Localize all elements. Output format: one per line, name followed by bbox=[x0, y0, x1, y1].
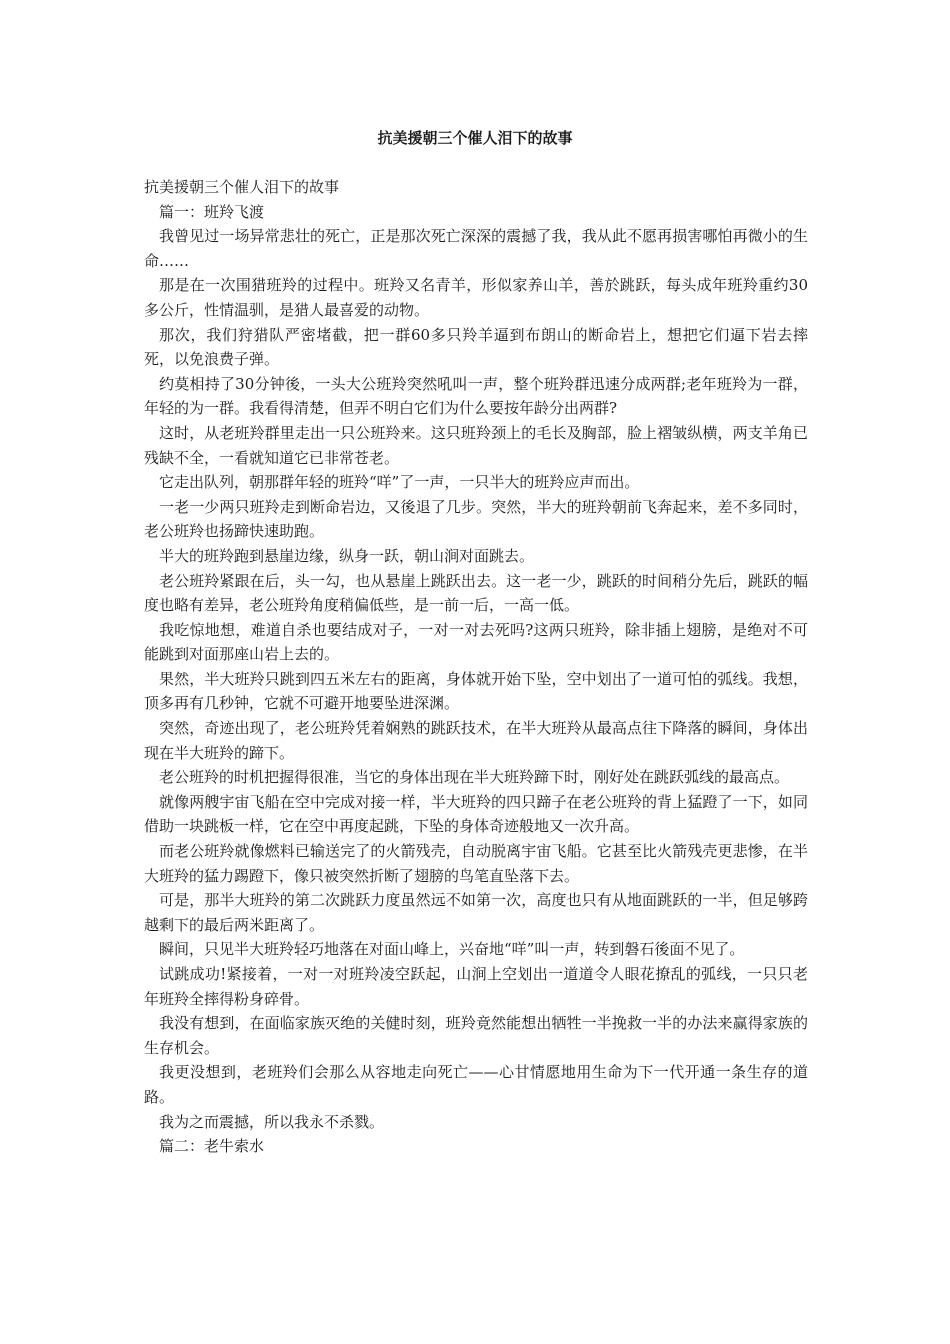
paragraph: 那是在一次围猎班羚的过程中。班羚又名青羊，形似家养山羊，善於跳跃，每头成年班羚重约30多公斤，性情温驯，是猎人最喜爱的动物。 bbox=[144, 276, 808, 319]
paragraph: 那次，我们狩猎队严密堵截，把一群60多只羚羊逼到布朗山的断命岩上，想把它们逼下岩去摔死，以免浪费子弹。 bbox=[144, 325, 808, 369]
paragraph: 我为之而震撼，所以我永不杀戮。 bbox=[159, 1112, 385, 1131]
paragraph: 瞬间，只见半大班羚轻巧地落在对面山峰上，兴奋地“咩”叫一声，转到磐石後面不见了。 bbox=[159, 940, 745, 959]
paragraph: 突然，奇迹出现了，老公班羚凭着娴熟的跳跃技术，在半大班羚从最高点往下降落的瞬间，身体出现在半大班羚的蹄下。 bbox=[144, 719, 808, 762]
paragraph: 可是，那半大班羚的第二次跳跃力度虽然远不如第一次，高度也只有从地面跳跃的一半，但足够跨越剩下的最后两米距离了。 bbox=[144, 891, 808, 934]
paragraph: 试跳成功!紧接着，一对一对班羚凌空跃起，山涧上空划出一道道令人眼花撩乱的弧线，一只只老年班羚全摔得粉身碎骨。 bbox=[144, 965, 808, 1008]
document-body bbox=[144, 175, 808, 1159]
paragraph: 老公班羚紧跟在后，头一勾，也从悬崖上跳跃出去。这一老一少，跳跃的时间稍分先后，跳跃的幅度也略有差异，老公班羚角度稍偏低些，是一前一后，一高一低。 bbox=[144, 571, 808, 615]
paragraph: 半大的班羚跑到悬崖边缘，纵身一跃，朝山涧对面跳去。 bbox=[159, 546, 535, 565]
paragraph: 而老公班羚就像燃料已输送完了的火箭残壳，自动脱离宇宙飞船。它甚至比火箭残壳更悲惨，在半大班羚的猛力踢蹬下，像只被突然折断了翅膀的鸟笔直坠落下去。 bbox=[144, 842, 808, 885]
paragraph: 我没有想到，在面临家族灭绝的关健时刻，班羚竟然能想出牺牲一半挽救一半的办法来赢得家族的生存机会。 bbox=[144, 1014, 808, 1057]
paragraph: 果然，半大班羚只跳到四五米左右的距离，身体就开始下坠，空中划出了一道可怕的弧线。我想，顶多再有几秒钟，它就不可避开地要坠进深渊。 bbox=[144, 669, 808, 713]
document-subtitle: 抗美援朝三个催人泪下的故事 bbox=[144, 178, 340, 196]
paragraph: 就像两艘宇宙飞船在空中完成对接一样，半大班羚的四只蹄子在老公班羚的背上猛蹬了一下，如同借助一块跳板一样，它在空中再度起跳，下坠的身体奇迹般地又一次升高。 bbox=[144, 792, 808, 836]
paragraph: 一老一少两只班羚走到断命岩边，又後退了几步。突然，半大的班羚朝前飞奔起来，差不多同时，老公班羚也扬蹄快速助跑。 bbox=[144, 497, 808, 541]
paragraph: 老公班羚的时机把握得很准，当它的身体出现在半大班羚蹄下时，刚好处在跳跃弧线的最高点。 bbox=[159, 768, 790, 787]
paragraph: 约莫相持了30分钟後，一头大公班羚突然吼叫一声，整个班羚群迅速分成两群;老年班羚为一群，年轻的为一群。我看得清楚，但弄不明白它们为什么要按年龄分出两群? bbox=[144, 374, 808, 418]
paragraph: 我曾见过一场异常悲壮的死亡，正是那次死亡深深的震撼了我，我从此不愿再损害哪怕再微小的生命…… bbox=[144, 227, 808, 270]
paragraph: 这时，从老班羚群里走出一只公班羚来。这只班羚颈上的毛长及胸部，脸上褶皱纵横，两支羊角已残缺不全，一看就知道它已非常苍老。 bbox=[144, 423, 808, 467]
paragraph: 我吃惊地想，难道自杀也要结成对子，一对一对去死吗?这两只班羚，除非插上翅膀，是绝对不可能跳到对面那座山岩上去的。 bbox=[144, 620, 808, 664]
section-heading: 篇二：老牛索水 bbox=[159, 1137, 265, 1156]
document-title: 抗美援朝三个催人泪下的故事 bbox=[377, 129, 573, 147]
paragraph: 它走出队列，朝那群年轻的班羚“咩”了一声，一只半大的班羚应声而出。 bbox=[159, 473, 640, 492]
section-heading: 篇一：班羚飞渡 bbox=[159, 202, 265, 221]
paragraph: 我更没想到，老班羚们会那么从容地走向死亡——心甘情愿地用生命为下一代开通一条生存的道路。 bbox=[144, 1063, 808, 1106]
